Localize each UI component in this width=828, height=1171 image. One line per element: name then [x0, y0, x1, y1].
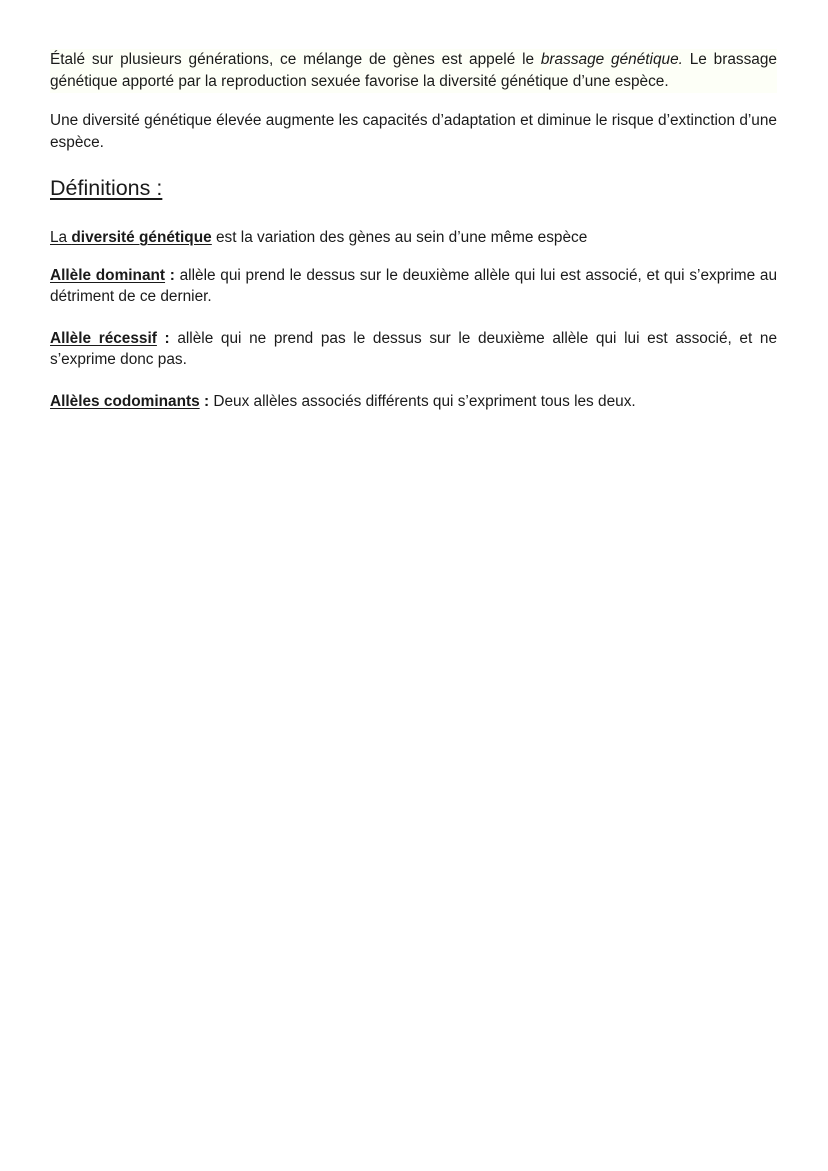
definitions-heading: Définitions : [50, 176, 163, 200]
definition-diversite-genetique [50, 227, 777, 248]
definition-term: Allèles codominants [50, 393, 200, 410]
paragraph-text-continued: Le brassage génétique apporté par la reproduction sexuée favorise la diversité génétique d’une espèce. [50, 51, 777, 90]
definition-text: allèle qui prend le dessus sur le deuxième allèle qui lui est associé, et qui s’exprime au détriment de ce dernier. [50, 267, 778, 305]
paragraph-diversite-elevee: Une diversité génétique élevée augmente les capacités d’adaptation et diminue le risque d’extinction d’une espèce. [50, 112, 777, 151]
definition-text: est la variation des gènes au sein d’une même espèce [211, 229, 588, 246]
paragraph-text: Étalé sur plusieurs générations, ce mélange de gènes est appelé le [50, 51, 541, 68]
definition-term: Allèle récessif [50, 330, 157, 347]
document-page [50, 49, 777, 412]
definition-text: Deux allèles associés différents qui s’expriment tous les deux. [209, 393, 636, 410]
italic-term-brassage: brassage génétique. [540, 51, 683, 68]
definition-colon: : [156, 330, 170, 347]
definition-colon: : [199, 393, 210, 410]
definition-alleles-codominants [50, 391, 777, 412]
definition-term: Allèle dominant [50, 267, 166, 284]
definition-term: diversité génétique [71, 229, 212, 246]
definition-text: allèle qui ne prend pas le dessus sur le deuxième allèle qui lui est associé, et ne s’exprime donc pas. [50, 330, 778, 368]
definition-prefix: La diversité génétique [50, 229, 212, 246]
definition-colon: : [165, 267, 175, 284]
definition-allele-dominant [50, 265, 777, 307]
paragraph-brassage-genetique [50, 49, 777, 93]
definition-allele-recessif [50, 328, 777, 370]
